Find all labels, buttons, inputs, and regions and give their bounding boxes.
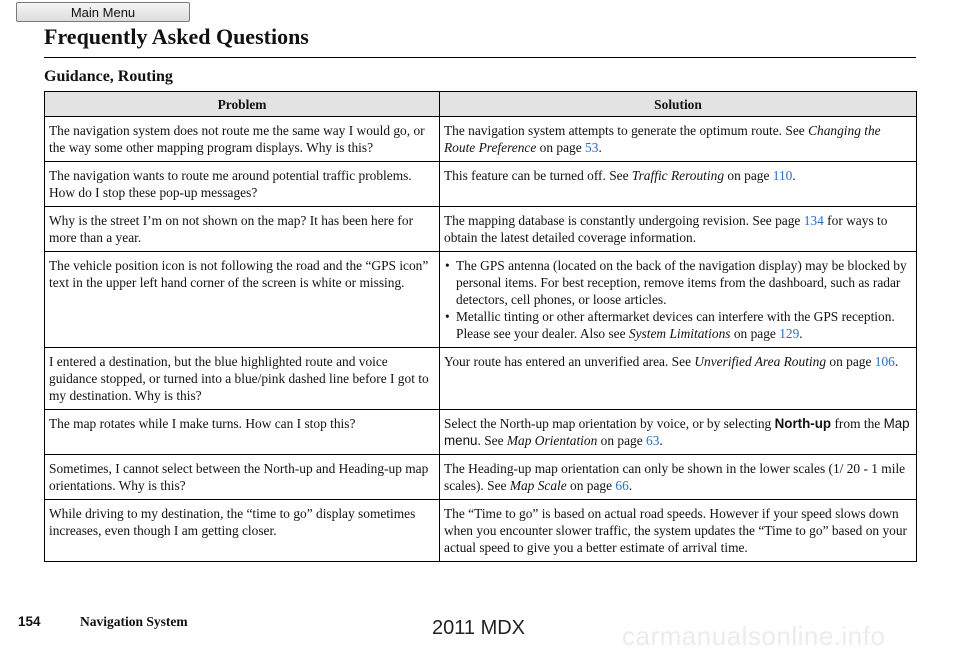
solution-cell: Select the North-up map orientation by voice, or by selecting North-up from the Map menu. See Map Orientation on page 63.: [440, 410, 917, 455]
page-link[interactable]: 106: [874, 354, 895, 369]
page-title: Frequently Asked Questions: [44, 24, 309, 49]
table-row: [45, 455, 917, 500]
table-header-row: [45, 92, 917, 117]
title-divider: [44, 57, 916, 58]
model-watermark: 2011 MDX: [432, 617, 526, 639]
page-link[interactable]: 110: [772, 168, 793, 183]
problem-cell: The navigation system does not route me the same way I would go, or the way some other mapping program displays. Why is this?: [45, 117, 440, 162]
page-link[interactable]: 129: [779, 326, 800, 341]
solution-cell: The mapping database is constantly undergoing revision. See page 134 for ways to obtain the latest detailed coverage information.: [440, 207, 917, 252]
table-row: [45, 348, 917, 410]
footer-system-name: Navigation System: [80, 614, 188, 629]
menu-option-label: North-up: [774, 416, 832, 431]
bullet-item: • The GPS antenna (located on the back of the navigation display) may be blocked by personal items. For best reception, remove items from the dashboard, such as radar detectors, cell phones, or loose articles.: [456, 257, 912, 308]
solution-cell: [440, 252, 917, 348]
page-link[interactable]: 66: [615, 478, 629, 493]
reference-title: Traffic Rerouting: [631, 168, 725, 183]
problem-cell: Why is the street I’m on not shown on the map? It has been here for more than a year.: [45, 207, 440, 252]
page-link[interactable]: 134: [803, 213, 824, 228]
problem-cell: The vehicle position icon is not following the road and the “GPS icon” text in the upper left hand corner of the screen is white or missing.: [45, 252, 440, 348]
bullet-item: • Metallic tinting or other aftermarket devices can interfere with the GPS reception. Please see your dealer. Also see System Limitations on page 129.: [456, 308, 912, 342]
problem-column-header: Problem: [45, 92, 440, 117]
table-row: [45, 162, 917, 207]
solution-cell: The navigation system attempts to generate the optimum route. See Changing the Route Preference on page 53.: [440, 117, 917, 162]
table-row: [45, 500, 917, 562]
problem-cell: The navigation wants to route me around potential traffic problems. How do I stop these pop-up messages?: [45, 162, 440, 207]
solution-cell: The “Time to go” is based on actual road speeds. However if your speed slows down when you encounter slower traffic, the system updates the “Time to go” based on your actual speed to give you a better estimate of arrival time.: [440, 500, 917, 562]
solution-cell: This feature can be turned off. See Traffic Rerouting on page 110.: [440, 162, 917, 207]
reference-title: Map Scale: [509, 478, 567, 493]
table-row: [45, 252, 917, 348]
reference-title: Unverified Area Routing: [694, 354, 827, 369]
solution-cell: Your route has entered an unverified area. See Unverified Area Routing on page 106.: [440, 348, 917, 410]
reference-title: Changing the Route Preference: [444, 123, 881, 155]
faq-table: [44, 91, 917, 562]
solution-bullet-list: [444, 257, 912, 342]
table-row: [45, 410, 917, 455]
problem-cell: The map rotates while I make turns. How can I stop this?: [45, 410, 440, 455]
solution-cell: The Heading-up map orientation can only be shown in the lower scales (1/ 20 - 1 mile scales). See Map Scale on page 66.: [440, 455, 917, 500]
table-row: [45, 117, 917, 162]
footer-page-number: 154: [18, 614, 41, 629]
page-link[interactable]: 53: [585, 140, 599, 155]
problem-cell: I entered a destination, but the blue highlighted route and voice guidance stopped, or turned into a blue/pink dashed line before I got to my destination. Why is this?: [45, 348, 440, 410]
section-heading: Guidance, Routing: [44, 68, 173, 85]
site-watermark: carmanualsonline.info: [622, 621, 886, 651]
problem-cell: While driving to my destination, the “time to go” display sometimes increases, even though I am getting closer.: [45, 500, 440, 562]
table-row: [45, 207, 917, 252]
problem-cell: Sometimes, I cannot select between the North-up and Heading-up map orientations. Why is this?: [45, 455, 440, 500]
menu-name-label: Map menu: [444, 416, 910, 448]
reference-title: Map Orientation: [506, 433, 598, 448]
solution-column-header: Solution: [440, 92, 917, 117]
main-menu-button[interactable]: Main Menu: [16, 2, 190, 22]
page-link[interactable]: 63: [646, 433, 660, 448]
reference-title: System Limitations: [628, 326, 731, 341]
